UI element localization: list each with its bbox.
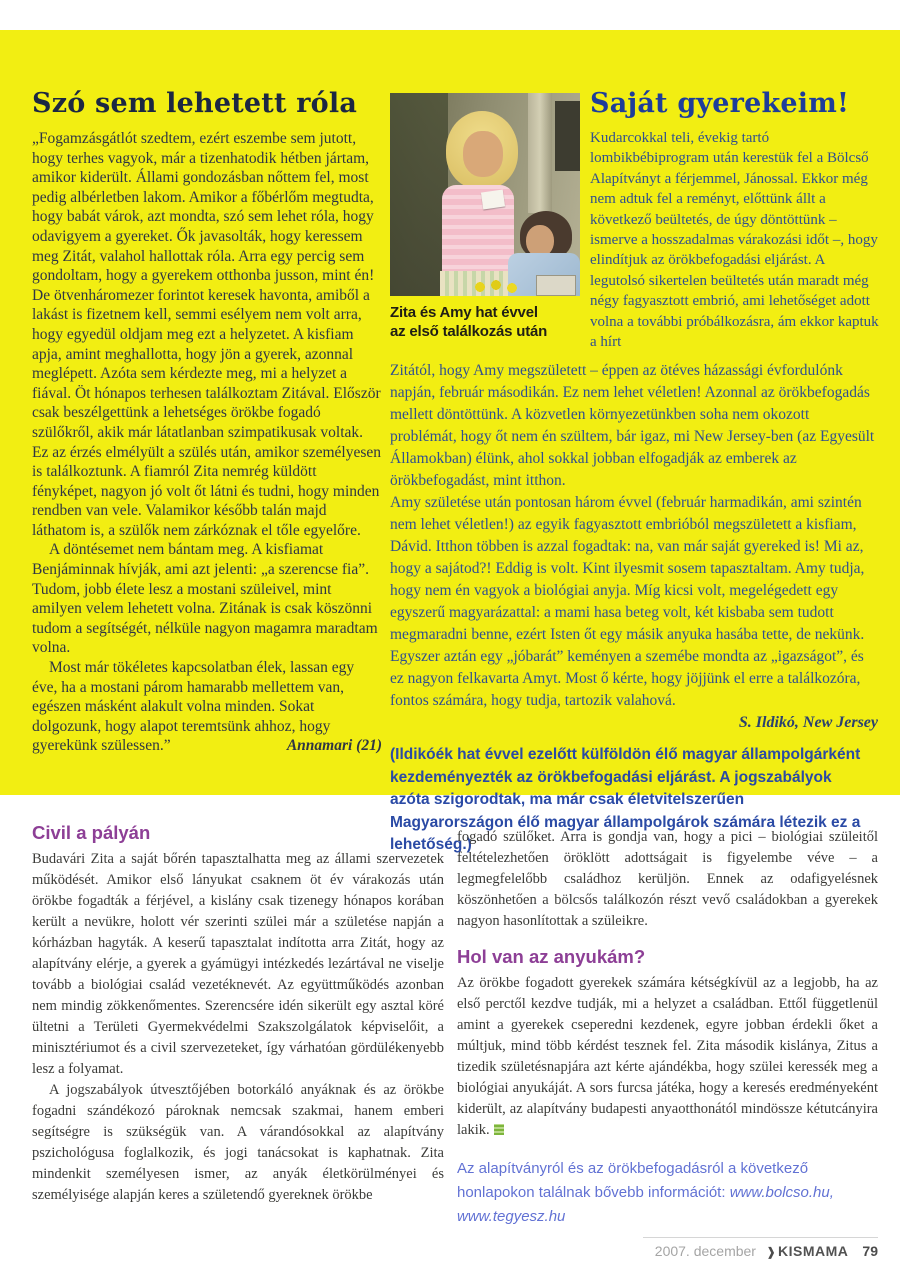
article-paragraph: fogadó szülőket. Arra is gondja van, hogy a pici – biológiai szüleitől feltételezhetően öröklött adottságait is figyelembe véve – a legmegfelelőbb családhoz kerüljön. Ennek az odafigyelésnek köszönhetően a bölcsős találkozón részt vevő családokban a gyerekek nagyon hasonlítottak a szüleikre. bbox=[457, 829, 878, 929]
article-sajat-gyerekeim-continued bbox=[390, 360, 878, 857]
article-paragraph: Zitától, hogy Amy megszületett – éppen az ötéves házassági évfordulónk napján, február másodikán. Ez nem lehet véletlen! Azonnal az örökbefogadás mellett döntöttünk. A közvetlen környezetünkben soha nem okozott problémát, hogy őt nem én szültem, bár igaz, mi New Jersey-ben (az Egyesült Államokban) élünk, ahol sokkal jobban elfogadják az emberek az örökbefogadást, mint itthon. bbox=[390, 362, 875, 489]
info-urls: www.bolcso.hu, www.tegyesz.hu bbox=[457, 1184, 834, 1225]
page-number: 79 bbox=[862, 1243, 878, 1259]
article-paragraph bbox=[32, 658, 382, 756]
author-signature: Annamari (21) bbox=[286, 737, 382, 755]
caption-line: az első találkozás után bbox=[390, 323, 548, 340]
paragraph-text: Most már tökéletes kapcsolatban élek, lassan egy éve, ha a mostani párom hamarabb mellettem van, egészen másként alakult volna minden. Sokat dolgozunk, hogy alapot teremtsünk ahhoz, hogy gyerekünk szülessen.” bbox=[32, 659, 355, 755]
foundation-info bbox=[457, 1157, 878, 1229]
magazine-brand: KISMAMA bbox=[778, 1243, 849, 1259]
article-paragraph bbox=[457, 973, 878, 1141]
photo-zita-amy bbox=[390, 93, 580, 296]
article-paragraph: A jogszabályok útvesztőjében botorkáló anyáknak és az örökbe fogadni szándékozó pároknak nemcsak szakmai, hanem emberi segítségre is szükségük van. A várandósokkal az alapítvány pszichológusa foglalkozik, és jogi tanácsokat is kaphatnak. Zita mindenkit személyesen ismer, az anyák életkörülményei és személyisége alapján keres a születendő gyereknek örökbe bbox=[32, 1082, 444, 1203]
article-title-left: Szó sem lehetett róla bbox=[32, 88, 358, 119]
article-civil-a-palyan bbox=[32, 822, 444, 1206]
editorial-note: (Ildikóék hat évvel ezelőtt külföldön élő magyar állampolgárként kezdeményezték az örökbefogadási eljárást. A jogszabályok azóta szigorodtak, ma már csak életvitelszerűen Magyarországon élő magyar állampolgárok számára létezik ez a lehetőség.) bbox=[390, 746, 861, 853]
photo-caption bbox=[390, 303, 590, 341]
chevron-icon: ❱ bbox=[765, 1245, 777, 1259]
end-of-article-icon bbox=[494, 1124, 504, 1135]
section-heading: Civil a pályán bbox=[32, 822, 151, 843]
article-paragraph: Budavári Zita a saját bőrén tapasztalhatta meg az állami szervezetek működését. Amikor első lányukat csaknem öt év várakozás után örökbe fogadták a férjével, a kislány csak tizenegy hónapos korában került a nevükre, holott vér szerinti szülei már a születése napján a kórházban hagyták. A keserű tapasztalat indította arra Zitát, hogy az alapítvány elérje, a gyerek a gyámügyi intézkedés lezártával ne viselje tovább a biológiai család vezetéknevét. Az együttműködés azonban nem mindig zökkenőmentes. Szerencsére idén sikerült egy asztal köré ültetni a Területi Gyermekvédelmi Szakszolgálatok képviselőit, a minisztériumot és a civil szervezeteket, így várhatóan gördülékenyebb lesz a folyamat. bbox=[32, 851, 444, 1077]
article-paragraph: Kudarcokkal teli, évekig tartó lombikbébiprogram után kerestük fel a Bölcső Alapítványt a férjemmel, Jánossal. Ekkor még nem adtuk fel a reményt, előttünk állt a következő beültetés, de úgy döntöttünk – ismerve a hosszadalmas várakozási időt –, hogy elindítjuk az örökbefogadási eljárást. A legutolsó sikertelen beültetés után maradt még négy fagyasztott embrió, ami lehetőséget adott volna a további próbálkozásra, ám ekkor kaptuk a hírt bbox=[590, 130, 879, 351]
author-signature: S. Ildikó, New Jersey bbox=[738, 714, 878, 731]
caption-line: Zita és Amy hat évvel bbox=[390, 304, 538, 321]
article-sajat-gyerekeim bbox=[590, 88, 880, 352]
footer-rule bbox=[643, 1237, 878, 1238]
article-title-right: Saját gyerekeim! bbox=[590, 88, 850, 119]
article-paragraph: A döntésemet nem bántam meg. A kisfiamat Benjáminnak hívják, ami azt jelenti: „a szerencse fia”. Tudom, jobb élete lesz a mostani szüleivel, mint amilyen velem lehetett volna. Zitának is csak köszönni tudom a segítségét, nélküle nagyon magamra maradtam volna. bbox=[32, 541, 378, 657]
article-paragraph: Amy születése után pontosan három évvel (február harmadikán, ami szintén nem lehet véletlen!) az egyik fagyasztott embrióból megszületett a kisfiam, Dávid. Itthon többen is azzal fogadtak: na, van már saját gyereked is! Mi az, hogy a sajátod?! Eddig is volt. Kint ilyesmit sosem tapasztaltam. Amy tudja, hogy nem én vagyok a biológiai anyja. Míg kicsi volt, megelégedett egy egyszerű magyarázattal: a mami hasa beteg volt, két kisbaba sem tudott megmaradni benne, ezért Isten őt egy másik anyuka hasába tette, de nekünk. Egyszer aztán egy „jóbarát” keményen a szemébe mondta az „igazságot”, és ez nagyon felkavarta Amyt. Most ő kérte, hogy jöjjünk el erre a találkozóra, fontos számára, hogy tudja, tartozik valahová. bbox=[390, 494, 865, 709]
info-text: Az alapítványról és az örökbefogadásról a következő honlapokon találnak bővebb információt: bbox=[457, 1160, 809, 1201]
article-hol-van-az-anyukam bbox=[457, 827, 878, 1229]
article-paragraph: „Fogamzásgátlót szedtem, ezért eszembe sem jutott, hogy terhes vagyok, már a tizenhatodik hétben jártam, amikor kiderült. Állami gondozásban nőttem fel, most pedig albérletben lakom. Amikor a főbérlőm megtudta, hogy babát várok, azt mondta, szó sem lehet róla, hogy odavigyem a gyereket. Ők javasolták, hogy keressem meg Zitát, valahol hallottak róla. Arra egy percig sem gondoltam, hogy a gyerekem otthonba jusson, mint én! De ötvenháromezer forintot keresek havonta, amiből a lakást is fizetnem kell, semmi esélyem nem volt arra, hogy egyedül oldjam meg ezt a helyzetet. A kisfiam apja, amint meghallotta, hogy jön a gyerek, azonnal meglépett. Azóta sem kérdezte meg, mi a helyzet a fiával. Öt hónapos terhesen találkoztam Zitával. Először csak beszélgettünk a lehetséges örökbe fogadó szülőkről, akik már látatlanban szimpatikusak voltak. Ez az érzés elmélyült a szülés után, amikor személyesen is találkoztunk. A fiamról Zita nemrég küldött fényképet, nagyon jó volt őt látni és tudni, hogy minden rendben van vele. Valamikor később talán majd láthatom is, a szülők nem zárkóznak el tőle egyelőre. bbox=[32, 130, 382, 539]
page-footer bbox=[655, 1243, 878, 1259]
paragraph-text: Az örökbe fogadott gyerekek számára kétségkívül az a legjobb, ha az első perctől kezdve tudják, mi a helyzet a családban. Ettől függetlenül amint a gyerekek cseperedni kezdenek, egyre jobban érdekli őket a múltjuk, mind több kérdést tesznek fel. Zita második kislánya, Zitus a tizedik születésnapjára azt kérte ajándékba, hogy szülei keressék meg a biológiai anyukáját. A sors furcsa játéka, hogy a keresés eredményeként kiderült, az alapítvány budapesti anyaotthonától mindössze kétutcányira lakik. bbox=[457, 975, 878, 1138]
issue-date: 2007. december bbox=[654, 1243, 756, 1259]
section-heading: Hol van az anyukám? bbox=[457, 946, 646, 967]
article-szo-sem-lehetett bbox=[32, 88, 382, 756]
